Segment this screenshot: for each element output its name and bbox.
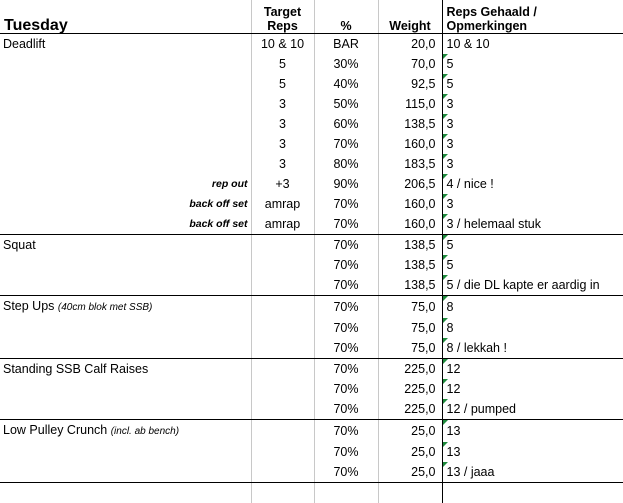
comment-indicator-icon (443, 74, 448, 79)
empty-cell[interactable] (251, 483, 314, 503)
exercise-name: Deadlift (3, 37, 45, 51)
result-text: 3 (447, 97, 454, 111)
header-percent[interactable]: % (314, 0, 378, 34)
result-cell[interactable] (442, 94, 623, 114)
target-reps-cell[interactable] (251, 442, 314, 462)
table-row (0, 359, 623, 380)
exercise-cell[interactable] (0, 154, 251, 174)
weight-cell[interactable]: 160,0 (378, 134, 442, 154)
exercise-cell[interactable] (0, 134, 251, 154)
exercise-name: Low Pulley Crunch (3, 423, 107, 437)
percent-cell[interactable]: 80% (314, 154, 378, 174)
weight-cell[interactable]: 20,0 (378, 34, 442, 55)
result-cell[interactable] (442, 114, 623, 134)
result-cell[interactable] (442, 338, 623, 359)
exercise-cell[interactable] (0, 194, 251, 214)
weight-cell[interactable]: 225,0 (378, 359, 442, 380)
comment-indicator-icon (443, 134, 448, 139)
percent-cell[interactable]: 70% (314, 399, 378, 420)
result-cell[interactable] (442, 379, 623, 399)
result-text: 8 (447, 321, 454, 335)
table-row (0, 338, 623, 359)
exercise-cell[interactable] (0, 379, 251, 399)
target-reps-cell[interactable]: 3 (251, 114, 314, 134)
comment-indicator-icon (443, 235, 448, 240)
empty-cell[interactable] (442, 483, 623, 503)
percent-cell[interactable]: 70% (314, 338, 378, 359)
comment-indicator-icon (443, 399, 448, 404)
weight-cell[interactable]: 138,5 (378, 235, 442, 256)
empty-cell[interactable] (314, 483, 378, 503)
comment-indicator-icon (443, 296, 448, 301)
comment-indicator-icon (443, 420, 448, 425)
percent-cell[interactable]: 70% (314, 462, 378, 483)
percent-cell[interactable]: 70% (314, 235, 378, 256)
table-row (0, 34, 623, 55)
percent-cell[interactable]: 50% (314, 94, 378, 114)
table-row (0, 54, 623, 74)
comment-indicator-icon (443, 54, 448, 59)
day-title[interactable]: Tuesday (0, 0, 251, 34)
result-text: 12 (447, 362, 461, 376)
weight-cell[interactable]: 92,5 (378, 74, 442, 94)
table-row (0, 379, 623, 399)
comment-indicator-icon (443, 275, 448, 280)
set-label: rep out (212, 174, 248, 194)
exercise-cell[interactable] (0, 255, 251, 275)
exercise-cell[interactable] (0, 359, 251, 380)
percent-cell[interactable]: 30% (314, 54, 378, 74)
weight-cell[interactable]: 225,0 (378, 379, 442, 399)
result-cell[interactable] (442, 442, 623, 462)
exercise-cell[interactable] (0, 275, 251, 296)
percent-cell[interactable]: 70% (314, 420, 378, 443)
exercise-cell[interactable] (0, 214, 251, 235)
result-text: 3 (447, 157, 454, 171)
table-row (0, 318, 623, 338)
exercise-cell[interactable] (0, 296, 251, 319)
weight-cell[interactable]: 160,0 (378, 214, 442, 235)
percent-cell[interactable]: 40% (314, 74, 378, 94)
percent-cell[interactable]: 70% (314, 318, 378, 338)
result-cell[interactable] (442, 54, 623, 74)
result-text: 10 & 10 (447, 37, 490, 51)
target-reps-cell[interactable] (251, 318, 314, 338)
table-row (0, 462, 623, 483)
target-reps-cell[interactable]: 10 & 10 (251, 34, 314, 55)
exercise-cell[interactable] (0, 338, 251, 359)
target-reps-cell[interactable] (251, 379, 314, 399)
percent-cell[interactable]: 70% (314, 379, 378, 399)
comment-indicator-icon (443, 359, 448, 364)
exercise-name: Step Ups (3, 299, 54, 313)
exercise-cell[interactable] (0, 462, 251, 483)
result-cell[interactable] (442, 420, 623, 443)
table-row (0, 255, 623, 275)
weight-cell[interactable]: 183,5 (378, 154, 442, 174)
target-reps-cell[interactable]: 3 (251, 154, 314, 174)
target-reps-cell[interactable]: +3 (251, 174, 314, 194)
result-text: 5 (447, 258, 454, 272)
table-row (0, 94, 623, 114)
table-row (0, 174, 623, 194)
result-cell[interactable] (442, 34, 623, 55)
comment-indicator-icon (443, 318, 448, 323)
comment-indicator-icon (443, 154, 448, 159)
target-reps-cell[interactable]: 3 (251, 134, 314, 154)
weight-cell[interactable]: 138,5 (378, 275, 442, 296)
result-cell[interactable] (442, 255, 623, 275)
result-cell[interactable] (442, 359, 623, 380)
weight-cell[interactable]: 138,5 (378, 255, 442, 275)
result-cell[interactable] (442, 275, 623, 296)
exercise-cell[interactable] (0, 94, 251, 114)
weight-cell[interactable]: 75,0 (378, 296, 442, 319)
result-cell[interactable] (442, 296, 623, 319)
target-reps-cell[interactable] (251, 296, 314, 319)
weight-cell[interactable]: 206,5 (378, 174, 442, 194)
weight-cell[interactable]: 70,0 (378, 54, 442, 74)
target-reps-cell[interactable] (251, 462, 314, 483)
target-reps-cell[interactable] (251, 338, 314, 359)
table-row (0, 194, 623, 214)
comment-indicator-icon (443, 94, 448, 99)
target-reps-cell[interactable] (251, 235, 314, 256)
result-cell[interactable] (442, 174, 623, 194)
weight-cell[interactable]: 75,0 (378, 338, 442, 359)
exercise-name: Squat (3, 238, 36, 252)
result-text: 3 (447, 117, 454, 131)
comment-indicator-icon (443, 194, 448, 199)
exercise-name: Standing SSB Calf Raises (3, 362, 148, 376)
comment-indicator-icon (443, 214, 448, 219)
weight-cell[interactable]: 75,0 (378, 318, 442, 338)
target-reps-cell[interactable] (251, 275, 314, 296)
percent-cell[interactable]: 70% (314, 255, 378, 275)
weight-cell[interactable]: 160,0 (378, 194, 442, 214)
result-text: 5 (447, 57, 454, 71)
empty-cell[interactable] (0, 483, 251, 503)
result-text: 8 / lekkah ! (447, 341, 507, 355)
percent-cell[interactable]: 70% (314, 359, 378, 380)
exercise-cell[interactable] (0, 420, 251, 443)
result-cell[interactable] (442, 74, 623, 94)
table-row (0, 399, 623, 420)
header-target-reps[interactable]: Target Reps (251, 0, 314, 34)
header-row (0, 0, 623, 34)
comment-indicator-icon (443, 338, 448, 343)
target-reps-cell[interactable]: amrap (251, 194, 314, 214)
result-cell[interactable] (442, 134, 623, 154)
weight-cell[interactable]: 25,0 (378, 420, 442, 443)
exercise-cell[interactable] (0, 235, 251, 256)
exercise-cell[interactable] (0, 54, 251, 74)
comment-indicator-icon (443, 442, 448, 447)
result-text: 3 (447, 137, 454, 151)
target-reps-cell[interactable] (251, 255, 314, 275)
target-reps-cell[interactable]: amrap (251, 214, 314, 235)
exercise-cell[interactable] (0, 399, 251, 420)
target-reps-cell[interactable] (251, 420, 314, 443)
exercise-cell[interactable] (0, 34, 251, 55)
comment-indicator-icon (443, 255, 448, 260)
result-text: 3 (447, 197, 454, 211)
empty-cell[interactable] (378, 483, 442, 503)
result-text: 5 (447, 77, 454, 91)
weight-cell[interactable]: 138,5 (378, 114, 442, 134)
set-label: back off set (189, 194, 247, 214)
percent-cell[interactable]: 90% (314, 174, 378, 194)
percent-cell[interactable]: 70% (314, 214, 378, 235)
comment-indicator-icon (443, 174, 448, 179)
percent-cell[interactable]: 70% (314, 296, 378, 319)
target-reps-cell[interactable] (251, 399, 314, 420)
exercise-cell[interactable] (0, 442, 251, 462)
result-text: 4 / nice ! (447, 177, 494, 191)
set-label: back off set (189, 214, 247, 234)
weight-cell[interactable]: 225,0 (378, 399, 442, 420)
result-text: 13 (447, 424, 461, 438)
target-reps-cell[interactable]: 5 (251, 74, 314, 94)
table-row (0, 442, 623, 462)
comment-indicator-icon (443, 114, 448, 119)
result-cell[interactable] (442, 154, 623, 174)
table-row (0, 214, 623, 235)
table-row (0, 154, 623, 174)
result-cell[interactable] (442, 235, 623, 256)
header-notes[interactable]: Reps Gehaald / Opmerkingen (442, 0, 623, 34)
table-row (0, 134, 623, 154)
table-row (0, 275, 623, 296)
target-reps-cell[interactable]: 3 (251, 94, 314, 114)
result-cell[interactable] (442, 194, 623, 214)
table-row (0, 420, 623, 443)
exercise-note: (40cm blok met SSB) (58, 302, 152, 313)
table-row (0, 235, 623, 256)
exercise-cell[interactable] (0, 74, 251, 94)
result-text: 13 / jaaa (447, 465, 495, 479)
exercise-cell[interactable] (0, 174, 251, 194)
table-row (0, 74, 623, 94)
exercise-note: (incl. ab bench) (111, 426, 179, 437)
result-text: 5 (447, 238, 454, 252)
target-reps-cell[interactable] (251, 359, 314, 380)
comment-indicator-icon (443, 379, 448, 384)
result-text: 12 (447, 382, 461, 396)
percent-cell[interactable]: 70% (314, 194, 378, 214)
table-row (0, 114, 623, 134)
result-cell[interactable] (442, 399, 623, 420)
target-reps-cell[interactable]: 5 (251, 54, 314, 74)
result-text: 12 / pumped (447, 402, 517, 416)
percent-cell[interactable]: 70% (314, 134, 378, 154)
weight-cell[interactable]: 25,0 (378, 442, 442, 462)
comment-indicator-icon (443, 462, 448, 467)
result-text: 8 (447, 300, 454, 314)
exercise-cell[interactable] (0, 114, 251, 134)
empty-row (0, 483, 623, 503)
exercise-cell[interactable] (0, 318, 251, 338)
result-cell[interactable] (442, 318, 623, 338)
result-text: 5 / die DL kapte er aardig in (447, 278, 600, 292)
result-text: 3 / helemaal stuk (447, 217, 542, 231)
header-weight[interactable]: Weight (378, 0, 442, 34)
percent-cell[interactable]: BAR (314, 34, 378, 55)
weight-cell[interactable]: 115,0 (378, 94, 442, 114)
result-cell[interactable] (442, 462, 623, 483)
weight-cell[interactable]: 25,0 (378, 462, 442, 483)
percent-cell[interactable]: 70% (314, 275, 378, 296)
percent-cell[interactable]: 60% (314, 114, 378, 134)
result-text: 13 (447, 445, 461, 459)
table-row (0, 296, 623, 319)
result-cell[interactable] (442, 214, 623, 235)
percent-cell[interactable]: 70% (314, 442, 378, 462)
